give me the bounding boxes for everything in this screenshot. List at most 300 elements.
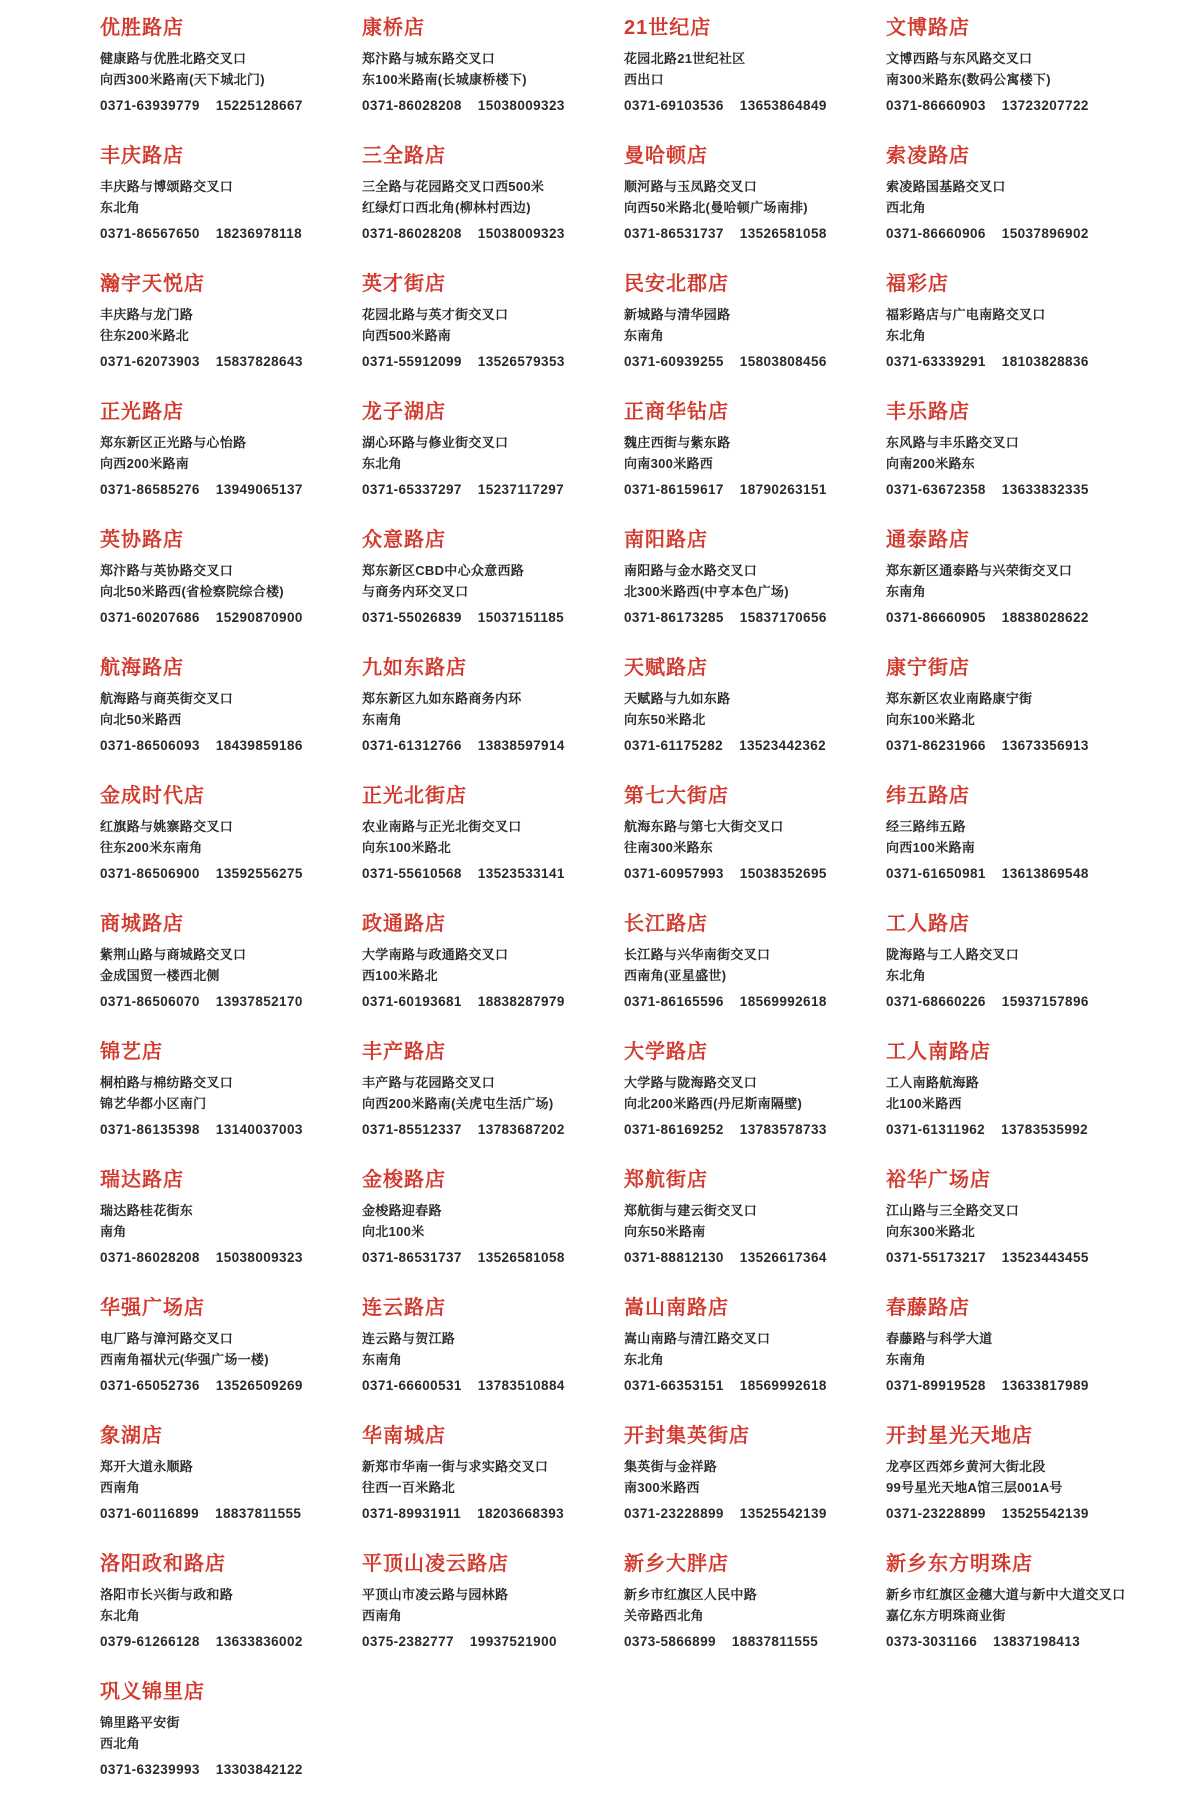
store-address-line2: 东南角 — [886, 1352, 926, 1367]
store-phone-landline: 0371-89931911 — [362, 1506, 462, 1521]
store-address-line2: 东北角 — [886, 328, 926, 343]
store-address-line2: 99号星光天地A馆三层001A号 — [886, 1480, 1063, 1495]
store-address-line2: 东南角 — [362, 1352, 402, 1367]
store-card — [886, 1296, 1148, 1424]
store-address-line2: 往东200米路北 — [100, 328, 190, 343]
store-address-line2: 东北角 — [362, 456, 402, 471]
store-phone-mobile: 13303842122 — [215, 1762, 303, 1777]
store-phone-mobile: 15038009323 — [477, 98, 565, 113]
store-card — [624, 784, 886, 912]
store-address-line1: 集英街与金祥路 — [624, 1459, 718, 1474]
store-address-line2: 东北角 — [100, 200, 140, 215]
store-address-line2: 关帝路西北角 — [624, 1608, 704, 1623]
store-address-line1: 郑东新区正光路与心怡路 — [100, 435, 247, 450]
store-phones — [886, 738, 1130, 753]
store-phone-landline: 0371-86506900 — [100, 866, 200, 881]
store-phone-mobile: 18569992618 — [739, 994, 827, 1009]
store-phone-mobile: 13526581058 — [477, 1250, 565, 1265]
store-phone-mobile: 13523443455 — [1001, 1250, 1089, 1265]
store-phone-mobile: 13613869548 — [1001, 866, 1089, 881]
store-address-line1: 嵩山南路与清江路交叉口 — [624, 1331, 771, 1346]
store-address-line2: 向东50米路南 — [624, 1224, 706, 1239]
store-phones — [624, 994, 868, 1009]
store-phones — [100, 354, 344, 369]
store-phones — [624, 1122, 868, 1137]
store-phone-mobile: 13523533141 — [477, 866, 565, 881]
store-phone-landline: 0371-86506093 — [100, 738, 200, 753]
store-name: 21世纪店 — [624, 17, 712, 39]
store-phones — [362, 98, 606, 113]
store-address-line1: 电厂路与漳河路交叉口 — [100, 1331, 234, 1346]
store-phone-mobile: 13526579353 — [477, 354, 565, 369]
store-address-line1: 江山路与三全路交叉口 — [886, 1203, 1020, 1218]
store-name: 英才街店 — [362, 273, 446, 295]
store-name: 英协路店 — [100, 529, 184, 551]
store-phone-landline: 0371-86169252 — [624, 1122, 724, 1137]
store-phones — [624, 1250, 868, 1265]
store-address-line2: 向西200米路南 — [100, 456, 190, 471]
store-phones — [362, 482, 606, 497]
store-name: 工人南路店 — [886, 1041, 991, 1063]
store-name: 连云路店 — [362, 1297, 446, 1319]
store-card — [100, 1552, 362, 1680]
store-phones — [624, 1506, 868, 1521]
store-phone-landline: 0371-65052736 — [100, 1378, 200, 1393]
store-phone-landline: 0371-88812130 — [624, 1250, 724, 1265]
store-phone-mobile: 18569992618 — [739, 1378, 827, 1393]
store-phones — [886, 994, 1130, 1009]
store-phones — [362, 1122, 606, 1137]
store-address-line1: 经三路纬五路 — [886, 819, 966, 834]
store-address-line2: 西北角 — [886, 200, 926, 215]
store-phone-mobile: 13140037003 — [215, 1122, 303, 1137]
store-address-line1: 湖心环路与修业街交叉口 — [362, 435, 509, 450]
store-phone-mobile: 13526581058 — [739, 226, 827, 241]
store-phone-landline: 0371-66600531 — [362, 1378, 462, 1393]
store-phone-mobile: 13633817989 — [1001, 1378, 1089, 1393]
store-name: 巩义锦里店 — [100, 1681, 205, 1703]
store-address-line1: 新郑市华南一街与求实路交叉口 — [362, 1459, 549, 1474]
store-phone-landline: 0371-23228899 — [624, 1506, 724, 1521]
store-address-line2: 东100米路南(长城康桥楼下) — [362, 72, 527, 87]
store-phone-mobile: 18838287979 — [477, 994, 565, 1009]
store-phone-mobile: 13949065137 — [215, 482, 303, 497]
store-address-line2: 向东50米路北 — [624, 712, 706, 727]
store-card — [362, 16, 624, 144]
store-phone-mobile: 13633832335 — [1001, 482, 1089, 497]
store-phones — [362, 866, 606, 881]
store-phones — [100, 1378, 344, 1393]
store-card — [362, 1040, 624, 1168]
store-address-line1: 龙亭区西郊乡黄河大街北段 — [886, 1459, 1046, 1474]
store-name: 丰庆路店 — [100, 145, 184, 167]
store-address-line1: 文博西路与东风路交叉口 — [886, 51, 1033, 66]
store-card — [886, 144, 1148, 272]
store-name: 丰乐路店 — [886, 401, 970, 423]
store-card — [362, 144, 624, 272]
store-card — [362, 272, 624, 400]
store-phone-mobile: 15037151185 — [477, 610, 565, 625]
store-phones — [886, 866, 1130, 881]
store-phone-landline: 0371-86028208 — [100, 1250, 200, 1265]
store-address-line2: 东北角 — [624, 1352, 664, 1367]
store-address-line1: 郑航街与建云街交叉口 — [624, 1203, 758, 1218]
store-name: 航海路店 — [100, 657, 184, 679]
store-phone-landline: 0371-60939255 — [624, 354, 724, 369]
store-phone-landline: 0371-86567650 — [100, 226, 200, 241]
store-phone-landline: 0371-86660903 — [886, 98, 986, 113]
store-name: 正光路店 — [100, 401, 184, 423]
store-address-line1: 郑开大道永顺路 — [100, 1459, 194, 1474]
store-phone-landline: 0371-62073903 — [100, 354, 200, 369]
store-phone-landline: 0371-61311962 — [886, 1122, 986, 1137]
store-name: 金成时代店 — [100, 785, 205, 807]
store-address-line2: 东南角 — [624, 328, 664, 343]
store-address-line1: 丰庆路与龙门路 — [100, 307, 194, 322]
store-card — [100, 656, 362, 784]
store-phone-mobile: 15038009323 — [215, 1250, 303, 1265]
store-address-line2: 南角 — [100, 1224, 127, 1239]
store-phones — [362, 226, 606, 241]
store-card — [886, 528, 1148, 656]
store-address-line1: 航海路与商英街交叉口 — [100, 691, 234, 706]
store-phone-mobile: 15038352695 — [739, 866, 827, 881]
store-phone-landline: 0371-60116899 — [100, 1506, 200, 1521]
store-address-line2: 向西500米路南 — [362, 328, 452, 343]
store-address-line1: 平顶山市凌云路与园林路 — [362, 1587, 509, 1602]
store-address-line2: 向西100米路南 — [886, 840, 976, 855]
store-address-line2: 向南200米路东 — [886, 456, 976, 471]
store-card — [100, 144, 362, 272]
store-name: 优胜路店 — [100, 17, 184, 39]
store-phones — [886, 1634, 1130, 1649]
store-phone-landline: 0371-86531737 — [624, 226, 724, 241]
store-address-line1: 新乡市红旗区人民中路 — [624, 1587, 758, 1602]
store-name: 文博路店 — [886, 17, 970, 39]
store-phone-landline: 0371-86173285 — [624, 610, 724, 625]
store-phone-mobile: 15837828643 — [215, 354, 303, 369]
store-phones — [362, 994, 606, 1009]
store-phone-mobile: 18837811555 — [731, 1634, 819, 1649]
store-phone-landline: 0371-86028208 — [362, 98, 462, 113]
store-phone-landline: 0371-63672358 — [886, 482, 986, 497]
store-card — [624, 1424, 886, 1552]
store-address-line1: 花园北路与英才街交叉口 — [362, 307, 509, 322]
store-address-line1: 东风路与丰乐路交叉口 — [886, 435, 1020, 450]
store-name: 开封星光天地店 — [886, 1425, 1033, 1447]
store-phone-mobile: 13783687202 — [477, 1122, 565, 1137]
store-name: 金梭路店 — [362, 1169, 446, 1191]
store-phone-mobile: 13526617364 — [739, 1250, 827, 1265]
store-address-line2: 红绿灯口西北角(柳林村西边) — [362, 200, 531, 215]
store-name: 瀚宇天悦店 — [100, 273, 205, 295]
store-card — [100, 1168, 362, 1296]
store-phones — [886, 1378, 1130, 1393]
store-phone-mobile: 18790263151 — [739, 482, 827, 497]
store-phones — [886, 482, 1130, 497]
store-phone-landline: 0371-55173217 — [886, 1250, 986, 1265]
store-phones — [362, 610, 606, 625]
store-card — [100, 528, 362, 656]
store-phone-mobile: 13783578733 — [739, 1122, 827, 1137]
store-phones — [100, 1634, 344, 1649]
store-address-line1: 郑汴路与城东路交叉口 — [362, 51, 496, 66]
store-name: 政通路店 — [362, 913, 446, 935]
store-address-line2: 向西300米路南(天下城北门) — [100, 72, 265, 87]
store-address-line2: 西南角 — [100, 1480, 140, 1495]
store-address-line1: 郑东新区CBD中心众意西路 — [362, 563, 525, 578]
store-address-line1: 顺河路与玉凤路交叉口 — [624, 179, 758, 194]
store-name: 丰产路店 — [362, 1041, 446, 1063]
store-card — [624, 16, 886, 144]
store-phones — [100, 482, 344, 497]
store-phones — [624, 98, 868, 113]
store-phones — [886, 1506, 1130, 1521]
store-address-line1: 大学路与陇海路交叉口 — [624, 1075, 758, 1090]
store-name: 天赋路店 — [624, 657, 708, 679]
store-phones — [886, 610, 1130, 625]
store-address-line2: 向北100米 — [362, 1224, 425, 1239]
store-name: 康宁街店 — [886, 657, 970, 679]
store-phones — [362, 738, 606, 753]
store-card — [100, 912, 362, 1040]
store-address-line2: 西南角 — [362, 1608, 402, 1623]
store-phone-mobile: 13837198413 — [993, 1634, 1081, 1649]
store-phones — [100, 1762, 344, 1777]
store-address-line2: 西100米路北 — [362, 968, 438, 983]
store-name: 南阳路店 — [624, 529, 708, 551]
store-address-line1: 健康路与优胜北路交叉口 — [100, 51, 247, 66]
store-address-line1: 农业南路与正光北街交叉口 — [362, 819, 522, 834]
store-phone-landline: 0371-55610568 — [362, 866, 462, 881]
store-address-line2: 北100米路西 — [886, 1096, 962, 1111]
store-phone-landline: 0371-69103536 — [624, 98, 724, 113]
store-address-line1: 福彩路店与广电南路交叉口 — [886, 307, 1046, 322]
store-name: 索凌路店 — [886, 145, 970, 167]
store-phone-mobile: 13525542139 — [1001, 1506, 1089, 1521]
store-name: 华强广场店 — [100, 1297, 205, 1319]
store-address-line1: 三全路与花园路交叉口西500米 — [362, 179, 545, 194]
store-phones — [362, 1506, 606, 1521]
store-address-line1: 春藤路与科学大道 — [886, 1331, 993, 1346]
store-phone-landline: 0375-2382777 — [362, 1634, 454, 1649]
store-address-line1: 天赋路与九如东路 — [624, 691, 731, 706]
store-address-line1: 桐柏路与棉纺路交叉口 — [100, 1075, 234, 1090]
store-address-line2: 东南角 — [362, 712, 402, 727]
store-phone-mobile: 13633836002 — [215, 1634, 303, 1649]
store-name: 大学路店 — [624, 1041, 708, 1063]
store-phones — [624, 610, 868, 625]
store-card — [624, 656, 886, 784]
store-phone-landline: 0371-89919528 — [886, 1378, 986, 1393]
store-card — [100, 1296, 362, 1424]
store-address-line2: 西出口 — [624, 72, 664, 87]
store-card — [886, 16, 1148, 144]
store-phone-mobile: 18203668393 — [477, 1506, 565, 1521]
store-name: 春藤路店 — [886, 1297, 970, 1319]
store-phone-mobile: 18838028622 — [1001, 610, 1089, 625]
store-phone-mobile: 15038009323 — [477, 226, 565, 241]
store-phone-mobile: 18103828836 — [1001, 354, 1089, 369]
store-card — [362, 656, 624, 784]
store-card — [100, 272, 362, 400]
store-phones — [624, 354, 868, 369]
store-address-line1: 丰产路与花园路交叉口 — [362, 1075, 496, 1090]
store-phones — [100, 1122, 344, 1137]
store-phone-mobile: 13673356913 — [1001, 738, 1089, 753]
store-card — [624, 1168, 886, 1296]
store-name: 新乡东方明珠店 — [886, 1553, 1033, 1575]
store-phones — [886, 226, 1130, 241]
store-address-line2: 东南角 — [886, 584, 926, 599]
store-card — [100, 784, 362, 912]
store-name: 福彩店 — [886, 273, 949, 295]
store-address-line2: 嘉亿东方明珠商业街 — [886, 1608, 1006, 1623]
store-card — [624, 1552, 886, 1680]
store-phone-mobile: 15937157896 — [1001, 994, 1089, 1009]
store-phone-landline: 0371-63339291 — [886, 354, 986, 369]
store-name: 民安北郡店 — [624, 273, 729, 295]
store-phones — [100, 1506, 344, 1521]
store-name: 纬五路店 — [886, 785, 970, 807]
store-address-line1: 南阳路与金水路交叉口 — [624, 563, 758, 578]
store-phones — [624, 738, 868, 753]
store-address-line1: 连云路与贺江路 — [362, 1331, 456, 1346]
store-address-line1: 航海东路与第七大街交叉口 — [624, 819, 784, 834]
store-phones — [624, 1634, 868, 1649]
store-address-line2: 向西200米路南(关虎屯生活广场) — [362, 1096, 554, 1111]
store-phone-landline: 0373-3031166 — [886, 1634, 978, 1649]
store-address-line1: 工人南路航海路 — [886, 1075, 980, 1090]
store-card — [100, 1680, 362, 1808]
store-name: 商城路店 — [100, 913, 184, 935]
store-address-line1: 金梭路迎春路 — [362, 1203, 442, 1218]
store-address-line2: 往南300米路东 — [624, 840, 714, 855]
store-phones — [100, 610, 344, 625]
store-name: 新乡大胖店 — [624, 1553, 729, 1575]
store-phones — [886, 1250, 1130, 1265]
store-phones — [100, 226, 344, 241]
store-phone-landline: 0371-86028208 — [362, 226, 462, 241]
store-phone-landline: 0371-68660226 — [886, 994, 986, 1009]
store-phone-mobile: 19937521900 — [469, 1634, 557, 1649]
store-phones — [100, 738, 344, 753]
store-phone-mobile: 13783510884 — [477, 1378, 565, 1393]
store-card — [624, 1040, 886, 1168]
store-name: 嵩山南路店 — [624, 1297, 729, 1319]
store-address-line1: 郑东新区通泰路与兴荣街交叉口 — [886, 563, 1073, 578]
store-phones — [886, 98, 1130, 113]
store-address-line2: 东北角 — [100, 1608, 140, 1623]
store-card — [886, 1168, 1148, 1296]
store-address-line1: 洛阳市长兴街与政和路 — [100, 1587, 234, 1602]
store-name: 众意路店 — [362, 529, 446, 551]
store-phone-mobile: 13723207722 — [1001, 98, 1089, 113]
store-address-line1: 陇海路与工人路交叉口 — [886, 947, 1020, 962]
store-phone-landline: 0371-61175282 — [624, 738, 724, 753]
store-name: 通泰路店 — [886, 529, 970, 551]
store-phones — [624, 866, 868, 881]
store-phone-landline: 0371-65337297 — [362, 482, 462, 497]
store-name: 三全路店 — [362, 145, 446, 167]
store-address-line1: 红旗路与姚寨路交叉口 — [100, 819, 234, 834]
store-card — [362, 1552, 624, 1680]
store-phones — [100, 994, 344, 1009]
store-name: 洛阳政和路店 — [100, 1553, 226, 1575]
store-address-line1: 瑞达路桂花街东 — [100, 1203, 194, 1218]
store-address-line2: 向北200米路西(丹尼斯南隔壁) — [624, 1096, 803, 1111]
store-phone-landline: 0373-5866899 — [624, 1634, 716, 1649]
store-phone-landline: 0371-63239993 — [100, 1762, 200, 1777]
store-phone-landline: 0379-61266128 — [100, 1634, 200, 1649]
store-address-line1: 长江路与兴华南街交叉口 — [624, 947, 771, 962]
store-address-line2: 向西50米路北(曼哈顿广场南排) — [624, 200, 808, 215]
store-phones — [100, 1250, 344, 1265]
store-phones — [624, 1378, 868, 1393]
store-name: 长江路店 — [624, 913, 708, 935]
store-address-line2: 向东100米路北 — [886, 712, 976, 727]
store-name: 正光北街店 — [362, 785, 467, 807]
store-card — [100, 400, 362, 528]
store-card — [886, 272, 1148, 400]
store-address-line2: 向北50米路西(省检察院综合楼) — [100, 584, 284, 599]
store-card — [624, 1296, 886, 1424]
store-phone-mobile: 13523442362 — [739, 738, 827, 753]
store-phone-landline: 0371-86585276 — [100, 482, 200, 497]
store-phones — [362, 1634, 606, 1649]
store-phone-mobile: 13526509269 — [215, 1378, 303, 1393]
store-phone-landline: 0371-60957993 — [624, 866, 724, 881]
store-address-line1: 丰庆路与博颂路交叉口 — [100, 179, 234, 194]
store-directory-grid — [100, 16, 1148, 1808]
store-card — [100, 1040, 362, 1168]
store-phones — [624, 482, 868, 497]
store-name: 郑航街店 — [624, 1169, 708, 1191]
store-card — [886, 1552, 1148, 1680]
store-name: 裕华广场店 — [886, 1169, 991, 1191]
store-card — [624, 912, 886, 1040]
store-card — [886, 400, 1148, 528]
store-phones — [100, 866, 344, 881]
store-name: 正商华钻店 — [624, 401, 729, 423]
store-card — [362, 1296, 624, 1424]
store-address-line1: 郑东新区农业南路康宁街 — [886, 691, 1033, 706]
store-phone-mobile: 13783535992 — [1001, 1122, 1089, 1137]
store-address-line1: 大学南路与政通路交叉口 — [362, 947, 509, 962]
store-phone-mobile: 18837811555 — [215, 1506, 302, 1521]
store-card — [624, 400, 886, 528]
store-name: 平顶山凌云路店 — [362, 1553, 509, 1575]
store-address-line2: 金成国贸一楼西北侧 — [100, 968, 220, 983]
store-name: 第七大街店 — [624, 785, 729, 807]
store-card — [100, 16, 362, 144]
store-card — [100, 1424, 362, 1552]
store-card — [624, 144, 886, 272]
store-address-line2: 北300米路西(中亨本色广场) — [624, 584, 789, 599]
store-address-line2: 与商务内环交叉口 — [362, 584, 469, 599]
store-phone-landline: 0371-60193681 — [362, 994, 462, 1009]
store-address-line2: 西南角(亚星盛世) — [624, 968, 727, 983]
store-address-line1: 索凌路国基路交叉口 — [886, 179, 1006, 194]
store-phone-mobile: 15037896902 — [1001, 226, 1089, 241]
store-card — [362, 1424, 624, 1552]
store-phone-landline: 0371-61650981 — [886, 866, 986, 881]
store-name: 华南城店 — [362, 1425, 446, 1447]
store-address-line1: 郑汴路与英协路交叉口 — [100, 563, 234, 578]
store-card — [624, 272, 886, 400]
store-phone-mobile: 13592556275 — [215, 866, 303, 881]
store-phones — [624, 226, 868, 241]
